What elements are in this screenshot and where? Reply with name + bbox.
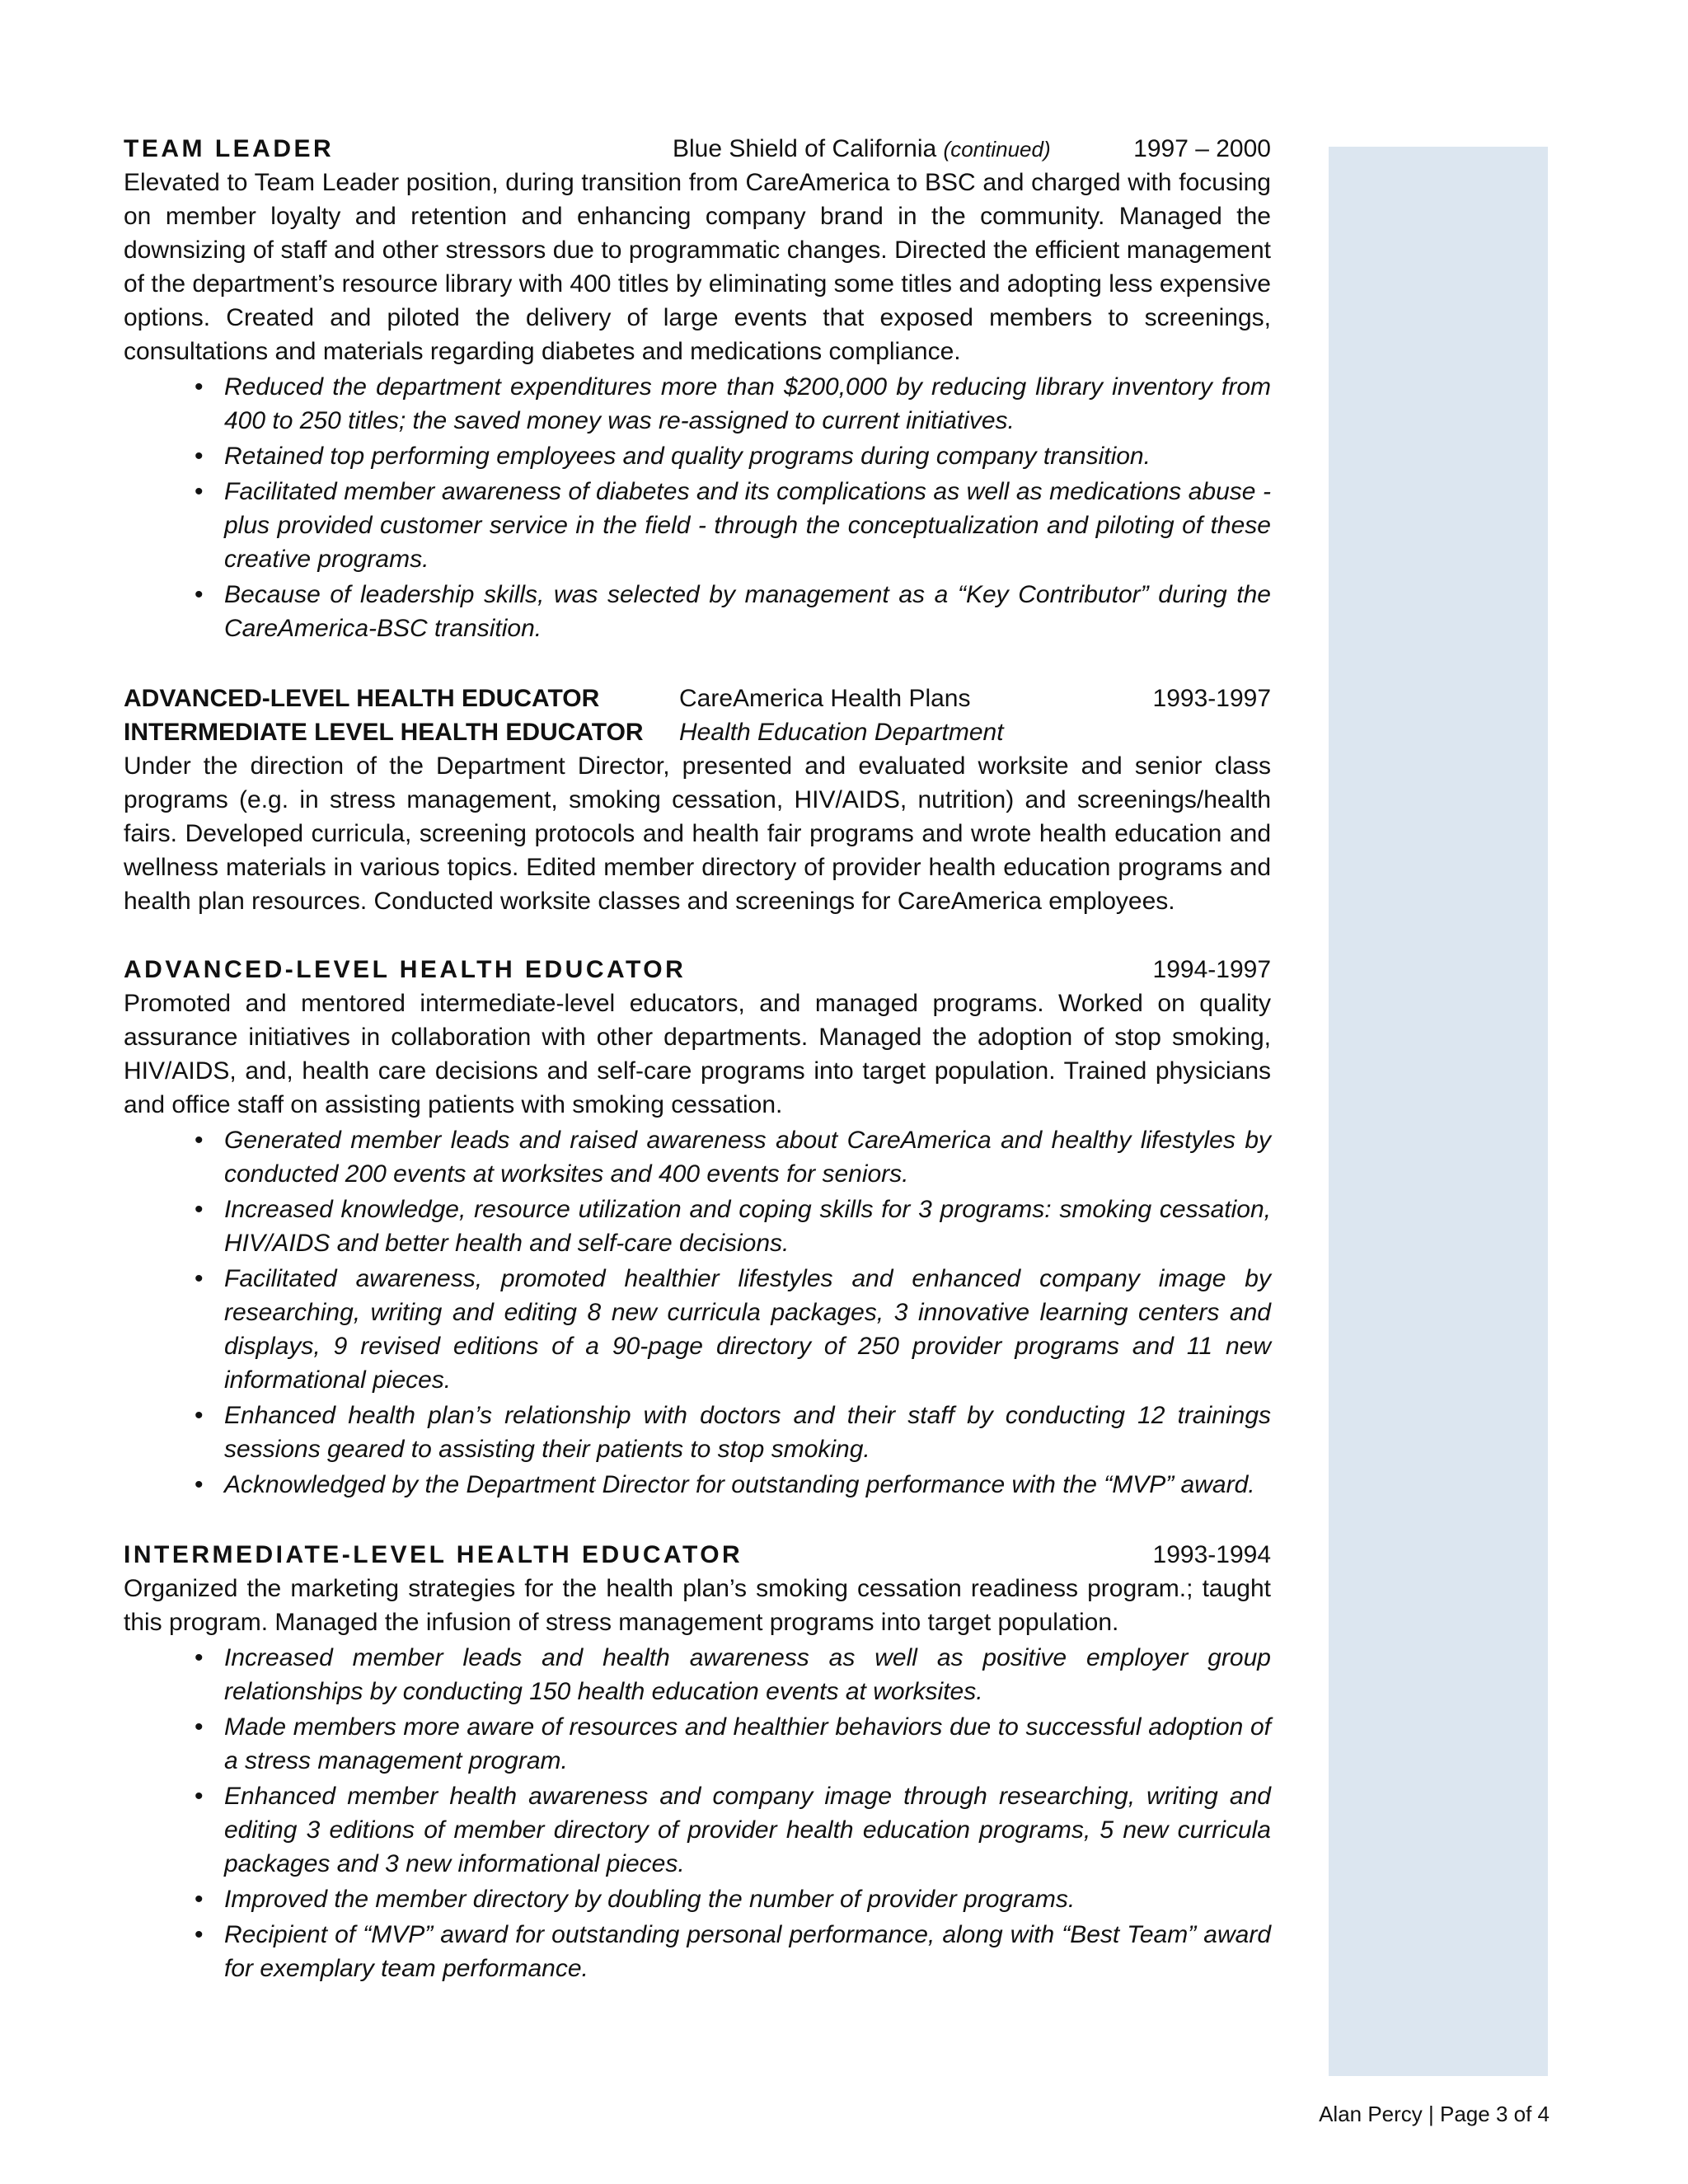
achievement-item: • Increased member leads and health awareness as well as positive employer group relationships by conducting 150 health education events at worksites.: [224, 1641, 1271, 1708]
job-header: [124, 682, 1271, 715]
job-title-secondary: INTERMEDIATE LEVEL HEALTH EDUCATOR: [124, 719, 644, 746]
achievement-list: [124, 370, 1271, 645]
achievement-item: • Facilitated awareness, promoted healthier lifestyles and enhanced company image by researching, writing and editing 8 new curricula packages, 3 innovative learning centers and displays, 9 revised editions of a 90-page directory of 250 provider programs and 11 new informational pieces.: [224, 1262, 1271, 1397]
employer: Blue Shield of California (continued): [673, 135, 1051, 162]
job-section-careamerica: [124, 682, 1271, 918]
job-dates: 1994-1997: [1152, 956, 1271, 983]
achievement-item: • Enhanced health plan’s relationship with doctors and their staff by conducting 12 trainings sessions geared to assisting their patients to stop smoking.: [224, 1399, 1271, 1466]
job-dates: 1993-1994: [1152, 1541, 1271, 1568]
job-section-advanced-educator: [124, 953, 1271, 1502]
page-footer: Alan Percy | Page 3 of 4: [1319, 2102, 1550, 2126]
job-dates: 1997 – 2000: [1133, 135, 1271, 162]
achievement-item: • Enhanced member health awareness and company image through researching, writing and editing 3 editions of member directory of provider health education programs, 5 new curricula packages and 3 new informational pieces.: [224, 1779, 1271, 1881]
job-section-intermediate-educator: [124, 1538, 1271, 1985]
job-dates: 1993-1997: [1152, 685, 1271, 712]
achievement-item: • Facilitated member awareness of diabetes and its complications as well as medications abuse - plus provided customer service in the field - through the conceptualization and piloting of these creative programs.: [224, 475, 1271, 576]
job-header: [124, 1538, 1271, 1572]
job-description: Promoted and mentored intermediate-level educators, and managed programs. Worked on quality assurance initiatives in collaboration with other departments. Managed the adoption of stop smoking, HIV/AIDS, and, health care decisions and self-care programs into target population. Trained physicians and office staff on assisting patients with smoking cessation.: [124, 990, 1271, 1118]
achievement-item: • Increased knowledge, resource utilization and coping skills for 3 programs: smoking cessation, HIV/AIDS and better health and self-care decisions.: [224, 1193, 1271, 1260]
job-header: [124, 132, 1271, 166]
achievement-item: • Made members more aware of resources and healthier behaviors due to successful adoption of a stress management program.: [224, 1710, 1271, 1778]
department: Health Education Department: [679, 719, 1004, 746]
job-description: Under the direction of the Department Director, presented and evaluated worksite and senior class programs (e.g. in stress management, smoking cessation, HIV/AIDS, nutrition) and screenings/health fairs. Developed curricula, screening protocols and health fair programs and wrote health education and wellness materials in various topics. Edited member directory of provider health education programs and health plan resources. Conducted worksite classes and screenings for CareAmerica employees.: [124, 752, 1271, 915]
job-title: ADVANCED-LEVEL HEALTH EDUCATOR: [124, 685, 600, 712]
job-title: INTERMEDIATE-LEVEL HEALTH EDUCATOR: [124, 1541, 743, 1568]
resume-content: [124, 132, 1271, 1987]
achievement-item: • Improved the member directory by doubling the number of provider programs.: [224, 1882, 1271, 1916]
job-section-team-leader: [124, 132, 1271, 645]
job-description: Organized the marketing strategies for the health plan’s smoking cessation readiness program.; taught this program. Managed the infusion of stress management programs into target population.: [124, 1575, 1271, 1636]
achievement-item: • Generated member leads and raised awareness about CareAmerica and healthy lifestyles by conducted 200 events at worksites and 400 events for seniors.: [224, 1123, 1271, 1191]
job-header-secondary: [124, 715, 1271, 749]
employer: CareAmerica Health Plans: [679, 685, 971, 712]
job-header: [124, 953, 1271, 987]
job-title: ADVANCED-LEVEL HEALTH EDUCATOR: [124, 956, 687, 983]
achievement-item: • Because of leadership skills, was selected by management as a “Key Contributor” during the CareAmerica-BSC transition.: [224, 578, 1271, 645]
job-title: TEAM LEADER: [124, 135, 335, 162]
sidebar-panel: [1329, 147, 1548, 2076]
achievement-list: [124, 1123, 1271, 1502]
achievement-item: • Recipient of “MVP” award for outstanding personal performance, along with “Best Team” award for exemplary team performance.: [224, 1918, 1271, 1985]
achievement-item: • Retained top performing employees and quality programs during company transition.: [224, 439, 1271, 473]
achievement-list: [124, 1641, 1271, 1985]
employer-note: (continued): [943, 137, 1051, 162]
achievement-item: • Reduced the department expenditures more than $200,000 by reducing library inventory from 400 to 250 titles; the saved money was re-assigned to current initiatives.: [224, 370, 1271, 438]
achievement-item: • Acknowledged by the Department Director for outstanding performance with the “MVP” award.: [224, 1468, 1271, 1502]
job-description: Elevated to Team Leader position, during transition from CareAmerica to BSC and charged with focusing on member loyalty and retention and enhancing company brand in the community. Managed the downsizing of staff and other stressors due to programmatic changes. Directed the efficient management of the department’s resource library with 400 titles by eliminating some titles and adopting less expensive options. Created and piloted the delivery of large events that exposed members to screenings, consultations and materials regarding diabetes and medications compliance.: [124, 169, 1271, 365]
